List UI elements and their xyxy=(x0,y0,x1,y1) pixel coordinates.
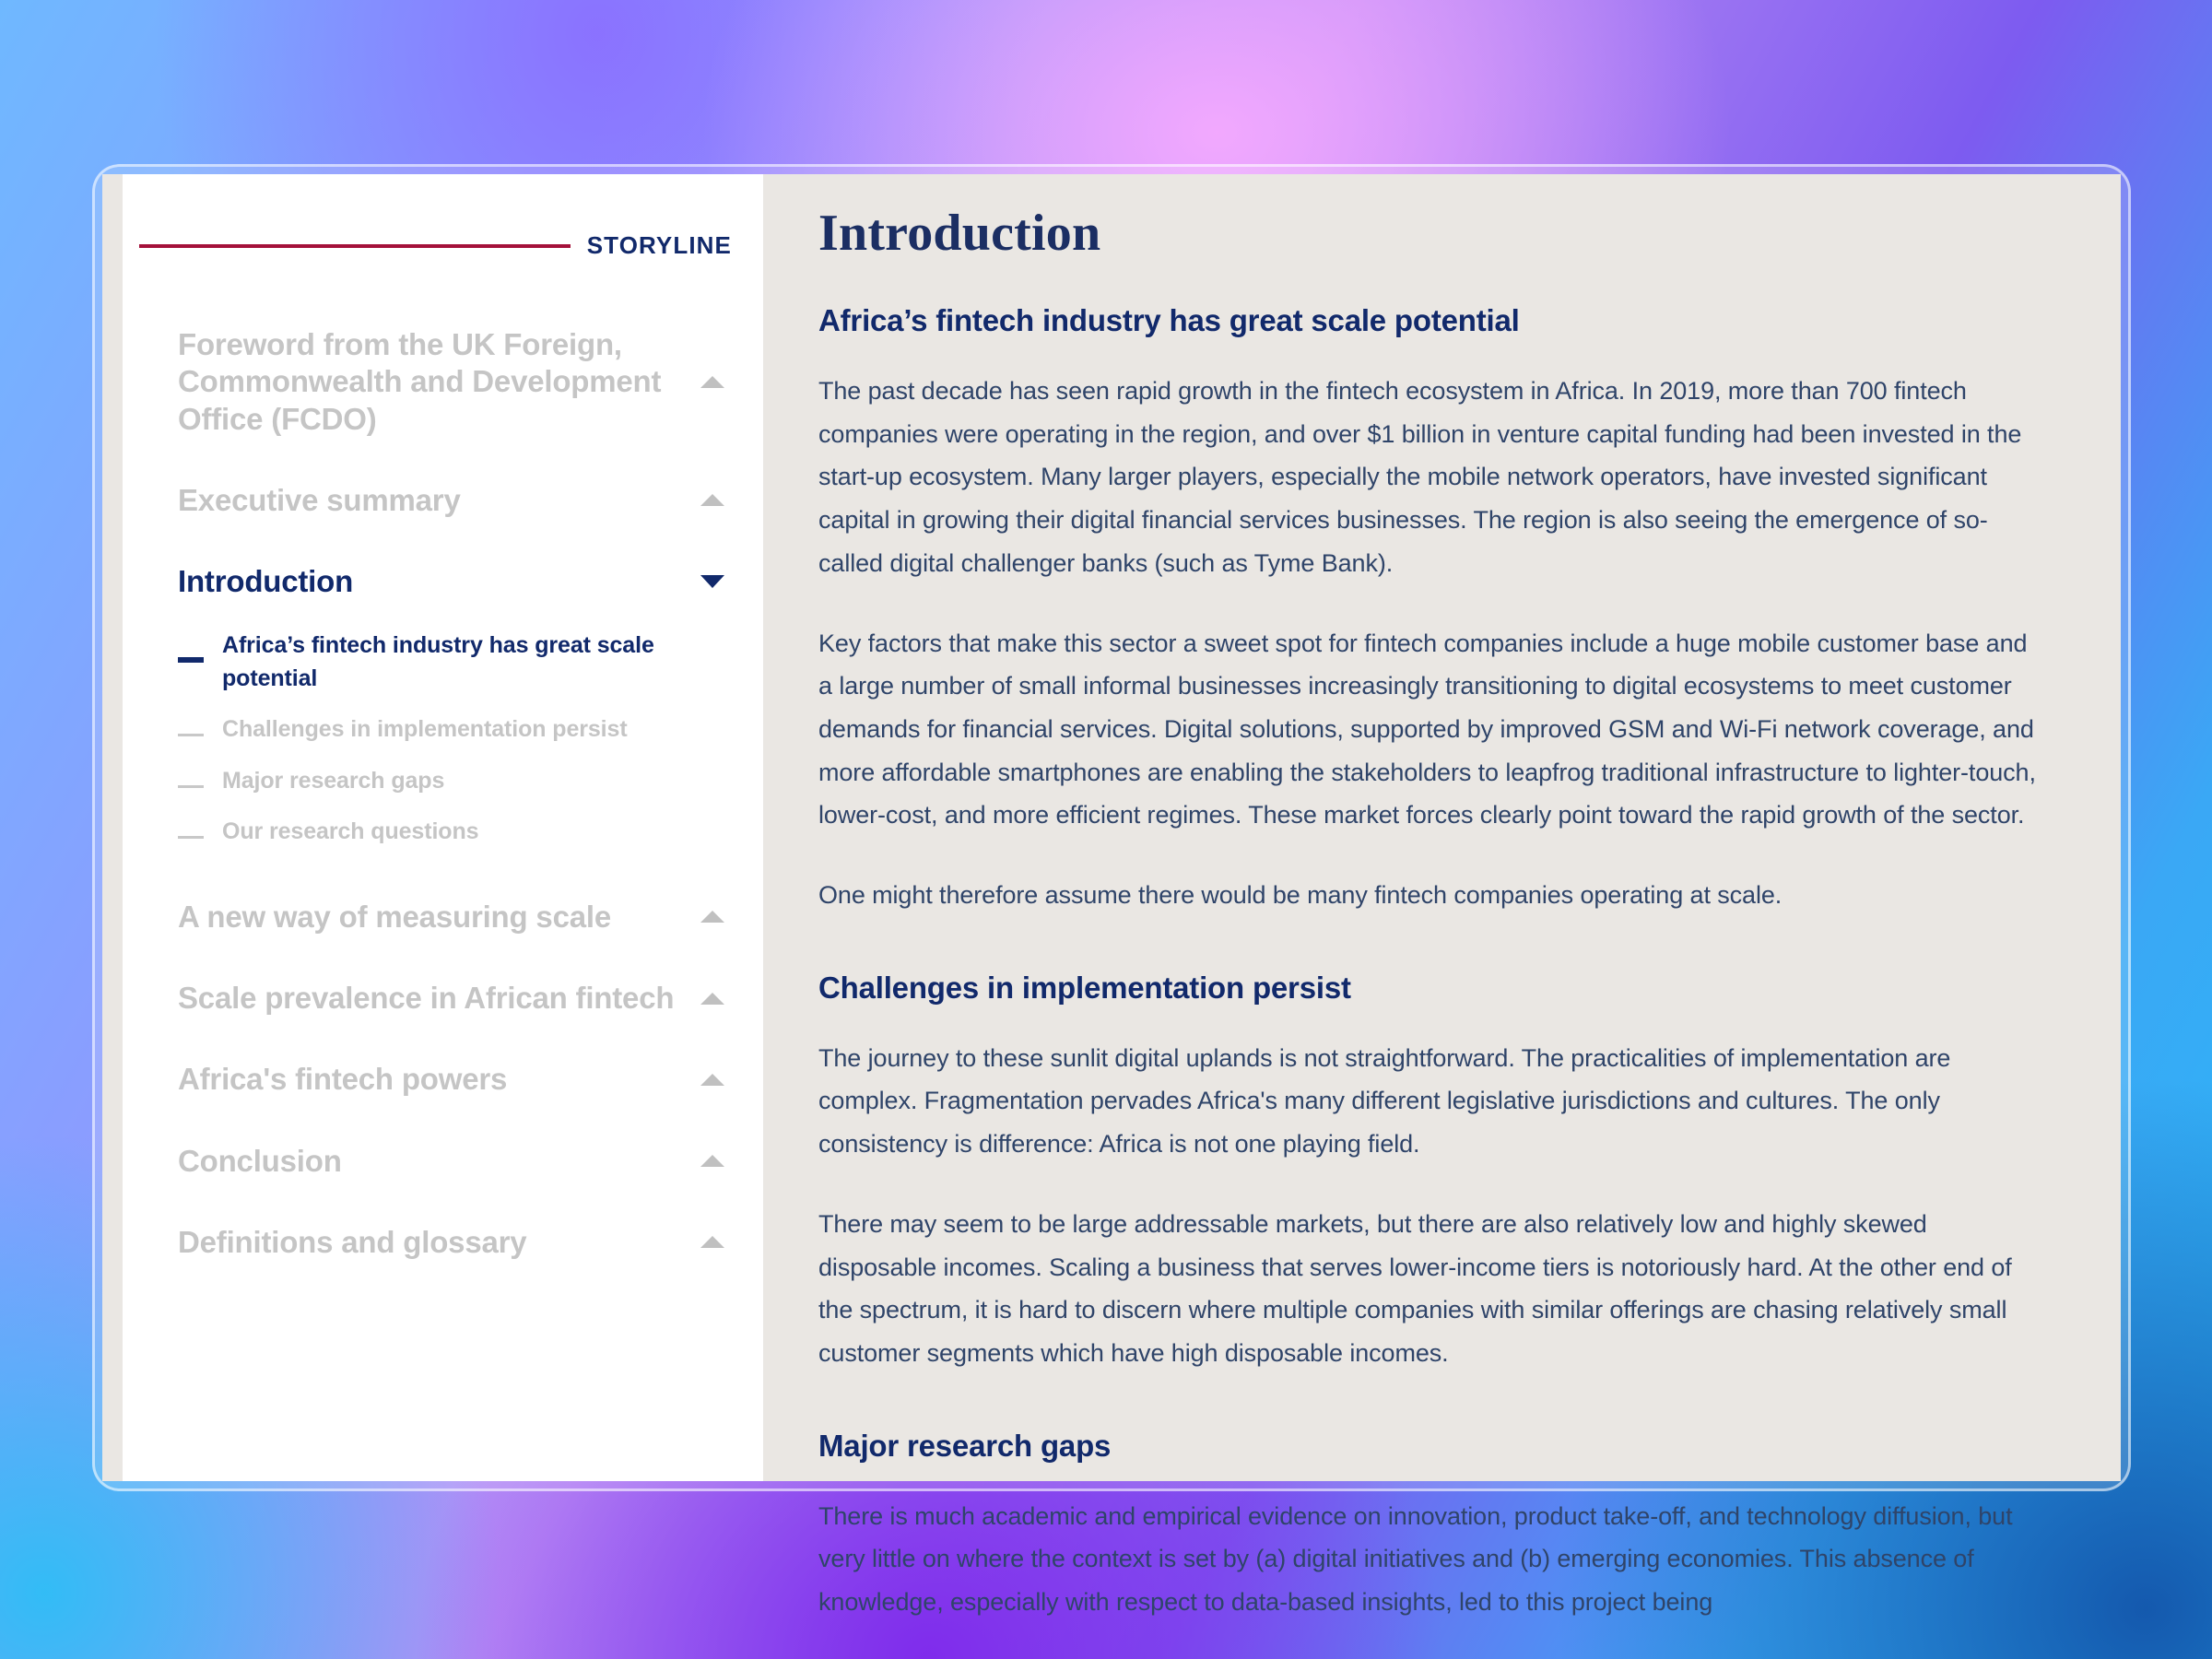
toc-group-label: Conclusion xyxy=(178,1143,342,1178)
chevron-up-icon[interactable] xyxy=(700,1236,724,1248)
section-heading: Challenges in implementation persist xyxy=(818,970,1351,1005)
toc-group xyxy=(178,313,732,469)
toc-group xyxy=(178,1130,732,1211)
toc-group-header[interactable] xyxy=(178,1048,732,1111)
spacer xyxy=(178,451,732,469)
storyline-label: STORYLINE xyxy=(586,231,732,259)
spacer xyxy=(178,1274,732,1292)
dash-marker-icon xyxy=(178,657,204,663)
toc-group-header[interactable] xyxy=(178,469,732,532)
storyline-header xyxy=(123,231,763,260)
chevron-up-icon[interactable] xyxy=(700,376,724,388)
toc-group-label: Africa's fintech powers xyxy=(178,1062,508,1097)
toc-subitem-label: Our research questions xyxy=(222,818,479,845)
chevron-up-icon[interactable] xyxy=(700,1074,724,1086)
toc-group-header[interactable] xyxy=(178,550,732,613)
spacer xyxy=(178,1030,732,1048)
spacer xyxy=(178,1112,732,1130)
body-paragraph: The journey to these sunlit digital uplands is not straightforward. The practicalities of implementation are complex. Fragmentation pervades Africa's many different legislative jurisdictions and cultures. The only consistency is difference: Africa is not one playing field. xyxy=(818,1043,1951,1159)
toc-group-label: Executive summary xyxy=(178,482,461,517)
window-content xyxy=(102,174,2121,1617)
toc-subitem[interactable] xyxy=(178,756,732,807)
toc-subitem[interactable] xyxy=(178,620,732,704)
toc-subitem[interactable] xyxy=(178,806,732,858)
spacer xyxy=(178,948,732,967)
body-paragraph: Key factors that make this sector a sweet spot for fintech companies include a huge mobile customer base and a large number of small informal businesses increasingly transitioning to digital ecosystems to meet customer demands for financial services. Digital solutions, supported by improved GSM and Wi-Fi network coverage, and more affordable smartphones are enabling the stakeholders to leapfrog traditional infrastructure to lighter-touch, lower-cost, and more efficient regimes. These market forces clearly point toward the rapid growth of the sector. xyxy=(818,629,2036,830)
body-paragraph: The past decade has seen rapid growth in the fintech ecosystem in Africa. In 2019, more than 700 fintech companies were operating in the region, and over $1 billion in venture capital funding had been invested in the start-up ecosystem. Many larger players, especially the mobile network operators, have invested significant capital in growing their digital financial services businesses. The region is also seeing the emergence of so-called digital challenger banks (such as Tyme Bank). xyxy=(818,377,2022,577)
toc-group-label: Scale prevalence in African fintech xyxy=(178,981,675,1015)
toc-group xyxy=(178,469,732,550)
toc-subitem[interactable] xyxy=(178,704,732,756)
toc-group xyxy=(178,1048,732,1129)
toc-subitem-label: Major research gaps xyxy=(222,767,445,794)
body-paragraph: One might therefore assume there would be many fintech companies operating at scale. xyxy=(818,881,1783,910)
storyline-rule xyxy=(139,244,571,248)
content-sections xyxy=(818,303,2038,1624)
toc-group-label: Foreword from the UK Foreign, Commonwealth and Development Office (FCDO) xyxy=(178,327,662,436)
spacer xyxy=(178,532,732,550)
main-content xyxy=(763,174,2121,1617)
dash-marker-icon xyxy=(178,734,204,736)
sidebar-navigation xyxy=(123,174,763,1481)
toc-group-label: A new way of measuring scale xyxy=(178,899,612,934)
toc-group-header[interactable] xyxy=(178,1130,732,1193)
chevron-up-icon[interactable] xyxy=(700,1155,724,1167)
section-heading: Major research gaps xyxy=(818,1428,1112,1463)
toc-subitem-label: Africa’s fintech industry has great scale potential xyxy=(222,632,654,691)
chevron-up-icon[interactable] xyxy=(700,993,724,1005)
left-gutter xyxy=(102,174,123,1481)
toc-group xyxy=(178,967,732,1048)
body-paragraph: There may seem to be large addressable markets, but there are also relatively low and highly skewed disposable incomes. Scaling a business that serves lower-income tiers is notoriously hard. At the other end of the spectrum, it is hard to discern where multiple companies with similar offerings are chasing relatively small customer segments which have high disposable incomes. xyxy=(818,1209,2012,1367)
toc-group-header[interactable] xyxy=(178,313,732,451)
toc-group xyxy=(178,1211,732,1292)
toc-group-label: Introduction xyxy=(178,564,354,598)
toc-list xyxy=(123,313,763,1292)
toc-group-label: Definitions and glossary xyxy=(178,1224,527,1259)
document-viewer-window xyxy=(92,164,2131,1617)
toc-group xyxy=(178,550,732,886)
toc-group-header[interactable] xyxy=(178,886,732,948)
toc-group xyxy=(178,886,732,967)
toc-subitem-label: Challenges in implementation persist xyxy=(222,716,628,743)
spacer xyxy=(178,1193,732,1211)
toc-group-header[interactable] xyxy=(178,1211,732,1274)
section-heading: Africa’s fintech industry has great scale potential xyxy=(818,303,1520,337)
dash-marker-icon xyxy=(178,836,204,839)
chevron-up-icon[interactable] xyxy=(700,494,724,506)
toc-sublist xyxy=(178,613,732,886)
chevron-up-icon[interactable] xyxy=(700,911,724,923)
toc-group-header[interactable] xyxy=(178,967,732,1030)
body-paragraph: There is much academic and empirical evidence on innovation, product take-off, and technology diffusion, but very little on where the context is set by (a) digital initiatives and (b) emerging economies. This absence of knowledge, especially with respect to data-based insights, led to this project being xyxy=(818,1501,2013,1617)
page-title: Introduction xyxy=(818,205,1101,262)
dash-marker-icon xyxy=(178,785,204,788)
chevron-down-icon[interactable] xyxy=(700,575,724,588)
